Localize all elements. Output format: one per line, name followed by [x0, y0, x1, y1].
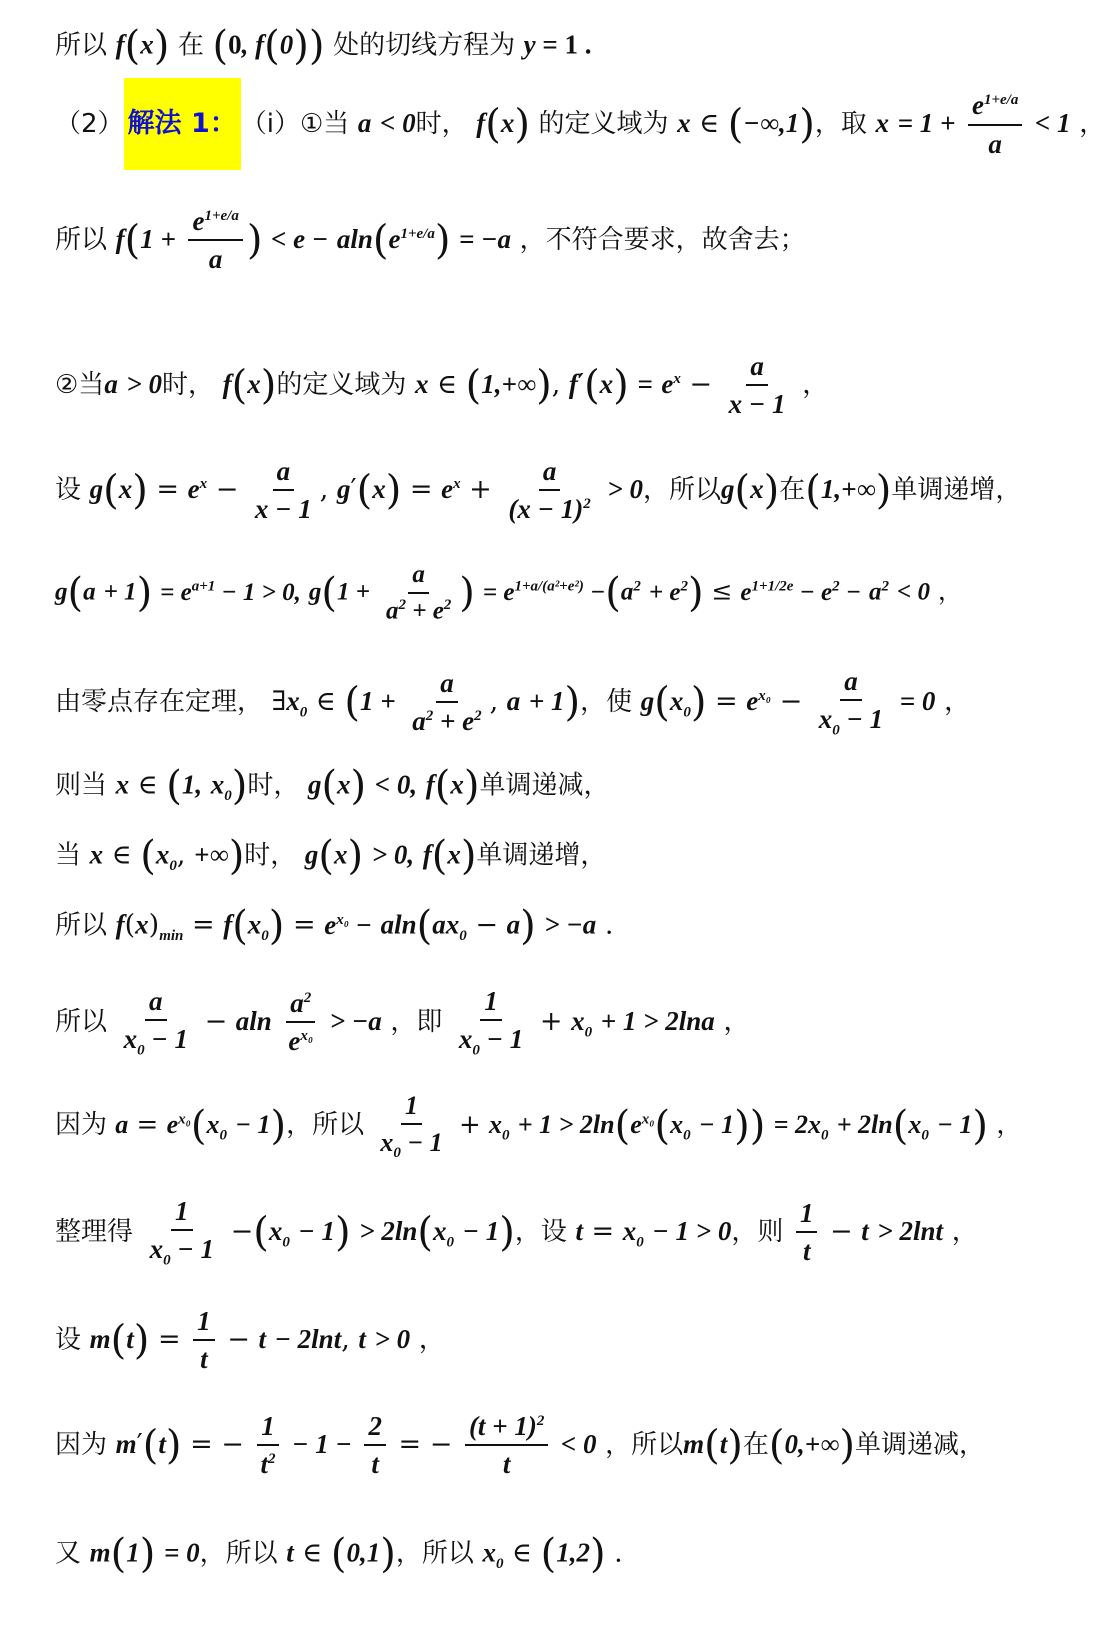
- substitute-a: 因为 $a = e^{x_0}(x_0 - 1)$，所以 $\frac{1}{x_0 - 1}$ + $x_0 + 1 > 2\ln(e^{x_0}(x_0 - 1)) = 2x_0 + 2\ln(x_0 - 1)$ ，: [55, 1091, 1023, 1162]
- inequality-step-1: 所以 $\frac{a}{x_0 - 1}$ − aln $\frac{a^2}{e^{x_0}}$ > −a ，即 $\frac{1}{x_0 - 1}$ + $x_0 + 1 > 2\ln a$ ，: [55, 986, 751, 1059]
- define-g: 设 $g(x) = e^x$ − $\frac{a}{x - 1}$ , $g'(x) = e^x$ + $\frac{a}{(x - 1)^2}$ > 0，所以g(x)在(1,+∞)单调递增，: [55, 456, 1022, 525]
- increasing-interval: 当 x ∈ ($x_0$, +∞)时， g(x) > 0, f(x)单调递增，: [55, 833, 607, 879]
- substitute-t: 整理得 $\frac{1}{x_0 - 1}$ $-(x_0 - 1) > 2\ln(x_0 - 1)$，设 $t = x_0 - 1 > 0$，则 $\frac{1}{t}$ − t > 2lnt ，: [55, 1196, 979, 1269]
- case-a-positive: ②当a > 0时， f(x)的定义域为 x ∈ (1,+∞), $f'(x) = e^x$ − $\frac{a}{x - 1}$ ，: [55, 351, 830, 420]
- g-endpoint-values: $g(a + 1) = e^{a+1} - 1 > 0$, g(1 + $\frac{a}{a^2 + e^2}$ ) = $e^{1+a/(a^2+e^2)} -(a^2 + e^2) \le e^{1+1/2e} - e^2 - a^2 < 0$ ，: [55, 561, 963, 625]
- define-m: 设 m(t) = $\frac{1}{t}$ − t − 2lnt, t > 0 ，: [55, 1306, 446, 1375]
- m-derivative: 因为 m′(t) = − $\frac{1}{t^2}$ − 1 − $\frac{2}{t}$ = − $\frac{(t + 1)^2}{t}$ < 0 ，所以m(t)在(0,+∞)单调递减，: [55, 1411, 986, 1480]
- case-a-negative: （2） 解法 1： （i）①当 a < 0时， f(x) 的定义域为 x ∈ (−∞,1)，取 x = 1 + $\frac{e^{1+e/a}}{a}$ < 1 ，: [55, 78, 1055, 170]
- final-range: 又 m(1) = 0，所以 t ∈ (0,1)，所以 $x_0$ ∈ (1,2) .: [55, 1531, 623, 1577]
- case-a-negative-contradiction: 所以 f(1 + $\frac{e^{1+e/a}}{a}$ ) < $e - aln(e^{1+e/a}) = -a$ ，不符合要求，故舍去；: [55, 206, 806, 275]
- tangent-line-conclusion: 所以 f(x) 在 (0, f(0)) 处的切线方程为 y = 1 .: [55, 23, 592, 69]
- method-label: 解法 1：: [124, 78, 241, 170]
- zero-existence: 由零点存在定理， $\exists x_0$ ∈ (1 + $\frac{a}{a^2 + e^2}$ , a + 1)，使 $g(x_0) = e^{x_0}$ − $\frac{a}{x_0 - 1}$ = 0 ，: [55, 666, 971, 739]
- minimum-value: 所以 $f(x)_{min} = f(x_0) = e^{x_0} - aln(ax_0 - a) > -a$ .: [55, 903, 614, 949]
- decreasing-interval: 则当 x ∈ (1, $x_0$)时， g(x) < 0, f(x)单调递减，: [55, 763, 610, 809]
